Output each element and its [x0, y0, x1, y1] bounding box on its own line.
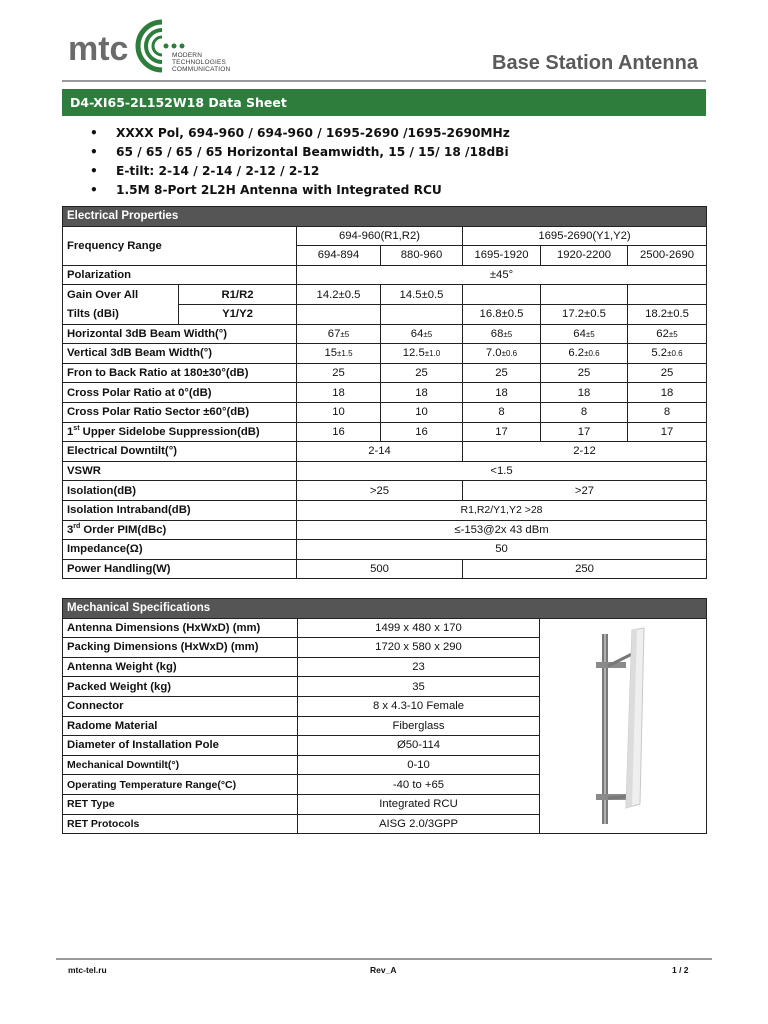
hbw-value: 64±5: [541, 324, 628, 344]
sidelobe-value: 16: [381, 422, 463, 442]
mech-label: Mechanical Downtilt(°): [63, 755, 298, 775]
cpr60-value: 10: [297, 402, 381, 422]
vbw-label: Vertical 3dB Beam Width(°): [63, 344, 297, 364]
mech-label: Connector: [63, 696, 298, 716]
gain-empty: [463, 285, 541, 305]
antenna-icon: [544, 624, 704, 824]
intra-label: Isolation Intraband(dB): [63, 500, 297, 520]
mech-value: 35: [298, 677, 540, 697]
hbw-label: Horizontal 3dB Beam Width(°): [63, 324, 297, 344]
company-logo: [66, 14, 256, 78]
vbw-value: 12.5±1.0: [381, 344, 463, 364]
mech-value: Fiberglass: [298, 716, 540, 736]
gain-label-2: Tilts (dBi): [63, 304, 179, 324]
section-header-mechanical: Mechanical Specifications: [63, 599, 707, 619]
mech-label: Packed Weight (kg): [63, 677, 298, 697]
mech-value: -40 to +65: [298, 775, 540, 795]
model-banner: D4-XI65-2L152W18 Data Sheet: [62, 89, 706, 116]
pim-value: ≤-153@2x 43 dBm: [297, 520, 707, 540]
hbw-value: 62±5: [628, 324, 707, 344]
gain-empty: [628, 285, 707, 305]
ftb-value: 25: [541, 363, 628, 383]
ftb-label: Fron to Back Ratio at 180±30°(dB): [63, 363, 297, 383]
cpr0-value: 18: [381, 383, 463, 403]
gain-value: 17.2±0.5: [541, 304, 628, 324]
feature-list: [90, 124, 510, 200]
logo-wordmark: mtc: [68, 30, 129, 68]
sidelobe-value: 16: [297, 422, 381, 442]
gain-y-label: Y1/Y2: [179, 304, 297, 324]
vswr-value: <1.5: [297, 461, 707, 481]
ftb-value: 25: [463, 363, 541, 383]
page-title: Base Station Antenna: [492, 52, 698, 74]
polarization-label: Polarization: [63, 265, 297, 285]
list-item: • E-tilt: 2-14 / 2-14 / 2-12 / 2-12: [90, 164, 320, 178]
gain-value: 14.5±0.5: [381, 285, 463, 305]
vbw-value: 7.0±0.6: [463, 344, 541, 364]
gain-value: 14.2±0.5: [297, 285, 381, 305]
electrical-properties-table: [62, 206, 707, 579]
mech-label: Packing Dimensions (HxWxD) (mm): [63, 638, 298, 658]
list-item: • XXXX Pol, 694-960 / 694-960 / 1695-2690 /1695-2690MHz: [90, 126, 510, 140]
sub-band: 880-960: [381, 246, 463, 266]
mech-label: Antenna Weight (kg): [63, 657, 298, 677]
cpr0-value: 18: [541, 383, 628, 403]
gain-empty: [381, 304, 463, 324]
footer-page: 1 / 2: [672, 965, 689, 975]
mech-value: 1499 x 480 x 170: [298, 618, 540, 638]
power-label: Power Handling(W): [63, 559, 297, 579]
downtilt-value: 2-14: [297, 442, 463, 462]
hbw-value: 68±5: [463, 324, 541, 344]
sub-band: 694-894: [297, 246, 381, 266]
impedance-value: 50: [297, 540, 707, 560]
downtilt-value: 2-12: [463, 442, 707, 462]
footer-rev: Rev_A: [370, 965, 397, 975]
isolation-value: >27: [463, 481, 707, 501]
section-header-electrical: Electrical Properties: [63, 207, 707, 227]
gain-r-label: R1/R2: [179, 285, 297, 305]
mechanical-specs-table: [62, 598, 707, 834]
pim-label: 3rd Order PIM(dBc): [63, 520, 297, 540]
cpr60-value: 8: [628, 402, 707, 422]
header-divider: [62, 80, 706, 82]
mech-value: AISG 2.0/3GPP: [298, 814, 540, 834]
gain-empty: [297, 304, 381, 324]
mech-label: Radome Material: [63, 716, 298, 736]
high-band-header: 1695-2690(Y1,Y2): [463, 226, 707, 246]
impedance-label: Impedance(Ω): [63, 540, 297, 560]
isolation-label: Isolation(dB): [63, 481, 297, 501]
cpr60-value: 10: [381, 402, 463, 422]
cpr60-label: Cross Polar Ratio Sector ±60°(dB): [63, 402, 297, 422]
gain-empty: [541, 285, 628, 305]
sidelobe-label: 1st Upper Sidelobe Suppression(dB): [63, 422, 297, 442]
intra-value: R1,R2/Y1,Y2 >28: [297, 500, 707, 520]
list-item: • 1.5M 8-Port 2L2H Antenna with Integrated RCU: [90, 183, 442, 197]
mech-label: Antenna Dimensions (HxWxD) (mm): [63, 618, 298, 638]
sidelobe-value: 17: [541, 422, 628, 442]
power-value: 250: [463, 559, 707, 579]
cpr60-value: 8: [541, 402, 628, 422]
ftb-value: 25: [297, 363, 381, 383]
mech-label: Diameter of Installation Pole: [63, 736, 298, 756]
sidelobe-value: 17: [628, 422, 707, 442]
freq-range-label: Frequency Range: [63, 226, 297, 265]
mech-value: Integrated RCU: [298, 794, 540, 814]
logo-subtitle: MODERN TECHNOLOGIES COMMUNICATION: [172, 52, 231, 73]
sub-band: 2500-2690: [628, 246, 707, 266]
hbw-value: 64±5: [381, 324, 463, 344]
mech-value: 1720 x 580 x 290: [298, 638, 540, 658]
list-item: • 65 / 65 / 65 / 65 Horizontal Beamwidth, 15 / 15/ 18 /18dBi: [90, 145, 509, 159]
cpr0-value: 18: [628, 383, 707, 403]
mech-value: 23: [298, 657, 540, 677]
vswr-label: VSWR: [63, 461, 297, 481]
low-band-header: 694-960(R1,R2): [297, 226, 463, 246]
cpr0-value: 18: [463, 383, 541, 403]
polarization-value: ±45°: [297, 265, 707, 285]
vbw-value: 6.2±0.6: [541, 344, 628, 364]
mech-value: 8 x 4.3-10 Female: [298, 696, 540, 716]
downtilt-label: Electrical Downtilt(°): [63, 442, 297, 462]
vbw-value: 5.2±0.6: [628, 344, 707, 364]
sub-band: 1920-2200: [541, 246, 628, 266]
gain-label: Gain Over All: [63, 285, 179, 305]
gain-value: 18.2±0.5: [628, 304, 707, 324]
hbw-value: 67±5: [297, 324, 381, 344]
footer-divider: [56, 958, 712, 960]
mech-label: Operating Temperature Range(°C): [63, 775, 298, 795]
mech-value: Ø50-114: [298, 736, 540, 756]
mech-label: RET Type: [63, 794, 298, 814]
isolation-value: >25: [297, 481, 463, 501]
footer-site: mtc-tel.ru: [68, 965, 107, 975]
antenna-image: [540, 618, 707, 834]
mech-value: 0-10: [298, 755, 540, 775]
cpr0-label: Cross Polar Ratio at 0°(dB): [63, 383, 297, 403]
sidelobe-value: 17: [463, 422, 541, 442]
cpr60-value: 8: [463, 402, 541, 422]
power-value: 500: [297, 559, 463, 579]
cpr0-value: 18: [297, 383, 381, 403]
ftb-value: 25: [628, 363, 707, 383]
gain-value: 16.8±0.5: [463, 304, 541, 324]
sub-band: 1695-1920: [463, 246, 541, 266]
vbw-value: 15±1.5: [297, 344, 381, 364]
mech-label: RET Protocols: [63, 814, 298, 834]
ftb-value: 25: [381, 363, 463, 383]
table-row: [63, 618, 707, 638]
